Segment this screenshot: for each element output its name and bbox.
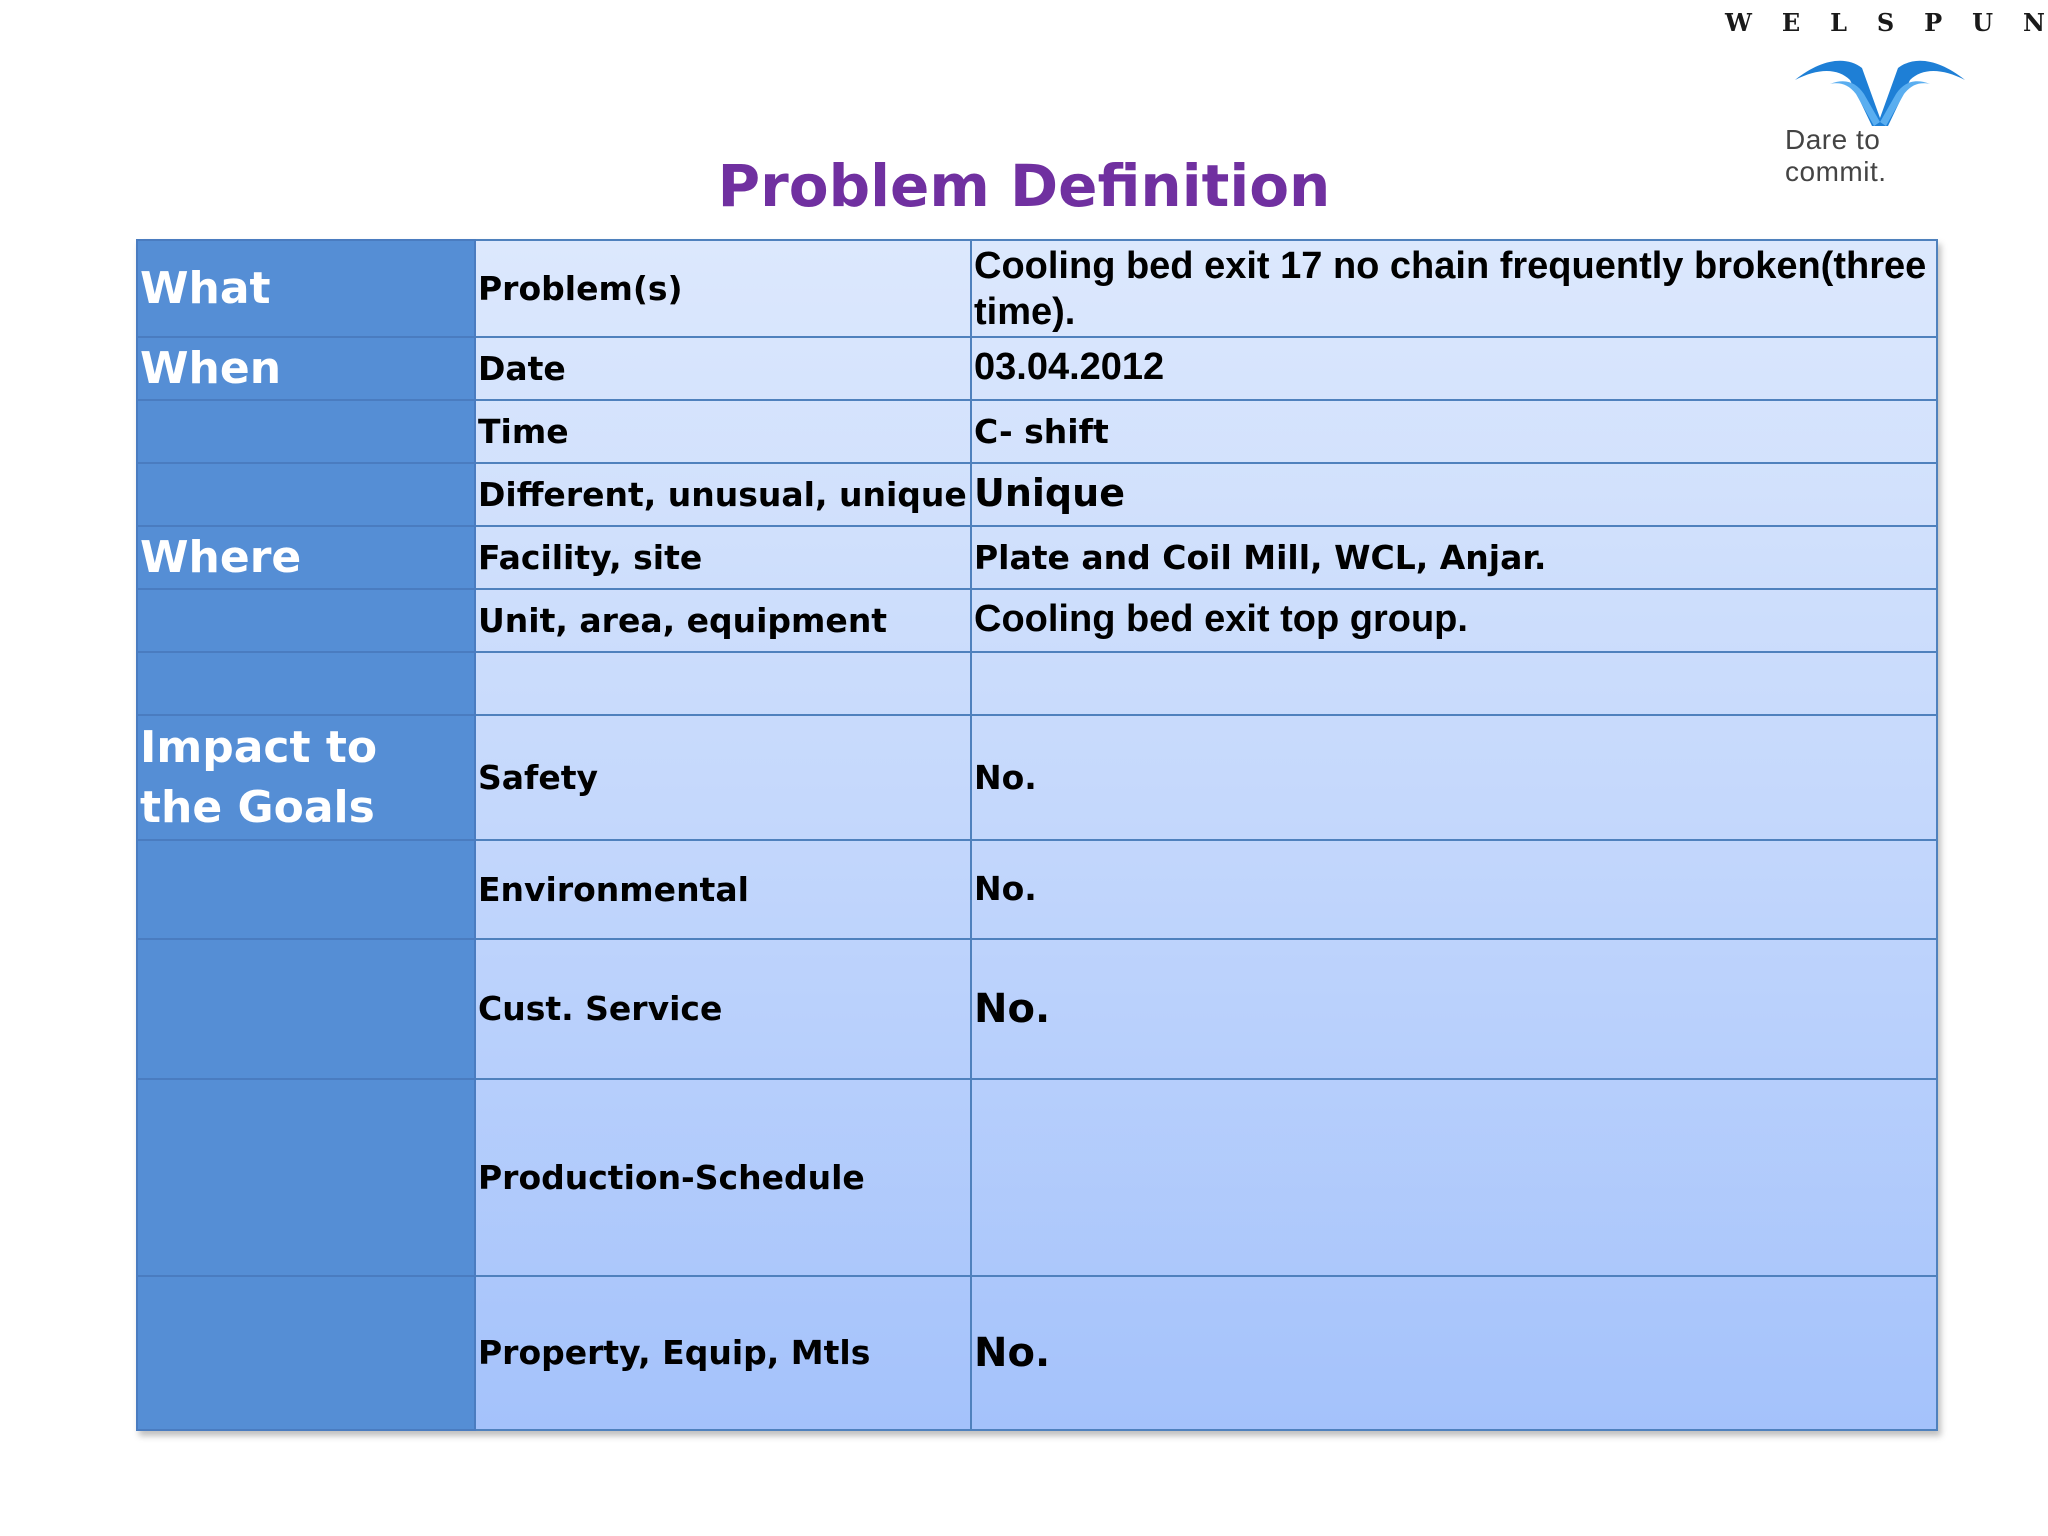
value-cell: No. (971, 939, 1937, 1079)
label-cell: Environmental (475, 840, 971, 938)
category-cell (137, 1276, 475, 1430)
value-cell: Cooling bed exit 17 no chain frequently broken(three time). (971, 240, 1937, 337)
value-cell: Plate and Coil Mill, WCL, Anjar. (971, 526, 1937, 589)
welspun-logo (1715, 8, 2045, 187)
table-row (137, 463, 1937, 526)
table-row (137, 840, 1937, 938)
value-cell (971, 1079, 1937, 1276)
logo-wordmark: W E L S P U N (1725, 8, 2045, 37)
table-row (137, 1079, 1937, 1276)
category-cell: Impact to the Goals (137, 715, 475, 840)
table-row (137, 526, 1937, 589)
category-cell (137, 652, 475, 715)
page-title: Problem Definition (717, 152, 1331, 220)
category-cell (137, 463, 475, 526)
logo-wave-icon (1790, 50, 1970, 128)
table-row (137, 589, 1937, 652)
logo-tagline: Dare to commit. (1785, 124, 1887, 187)
category-cell (137, 400, 475, 463)
label-cell (475, 652, 971, 715)
table-row (137, 939, 1937, 1079)
label-cell: Production-Schedule (475, 1079, 971, 1276)
value-cell (971, 652, 1937, 715)
label-cell: Facility, site (475, 526, 971, 589)
table-row (137, 337, 1937, 400)
category-cell (137, 939, 475, 1079)
category-cell: What (137, 240, 475, 337)
table-row (137, 715, 1937, 840)
category-cell (137, 1079, 475, 1276)
value-cell: C- shift (971, 400, 1937, 463)
value-cell: 03.04.2012 (971, 337, 1937, 400)
value-cell: No. (971, 1276, 1937, 1430)
label-cell: Cust. Service (475, 939, 971, 1079)
problem-definition-table (136, 239, 1938, 1431)
table-row (137, 1276, 1937, 1430)
label-cell: Problem(s) (475, 240, 971, 337)
label-cell: Property, Equip, Mtls (475, 1276, 971, 1430)
label-cell: Different, unusual, unique (475, 463, 971, 526)
value-cell: No. (971, 715, 1937, 840)
value-cell: Unique (971, 463, 1937, 526)
category-cell: Where (137, 526, 475, 589)
table-row (137, 652, 1937, 715)
category-cell (137, 589, 475, 652)
label-cell: Unit, area, equipment (475, 589, 971, 652)
category-cell (137, 840, 475, 938)
value-cell: Cooling bed exit top group. (971, 589, 1937, 652)
table-row (137, 400, 1937, 463)
label-cell: Safety (475, 715, 971, 840)
value-cell: No. (971, 840, 1937, 938)
table-row (137, 240, 1937, 337)
label-cell: Date (475, 337, 971, 400)
category-cell: When (137, 337, 475, 400)
label-cell: Time (475, 400, 971, 463)
